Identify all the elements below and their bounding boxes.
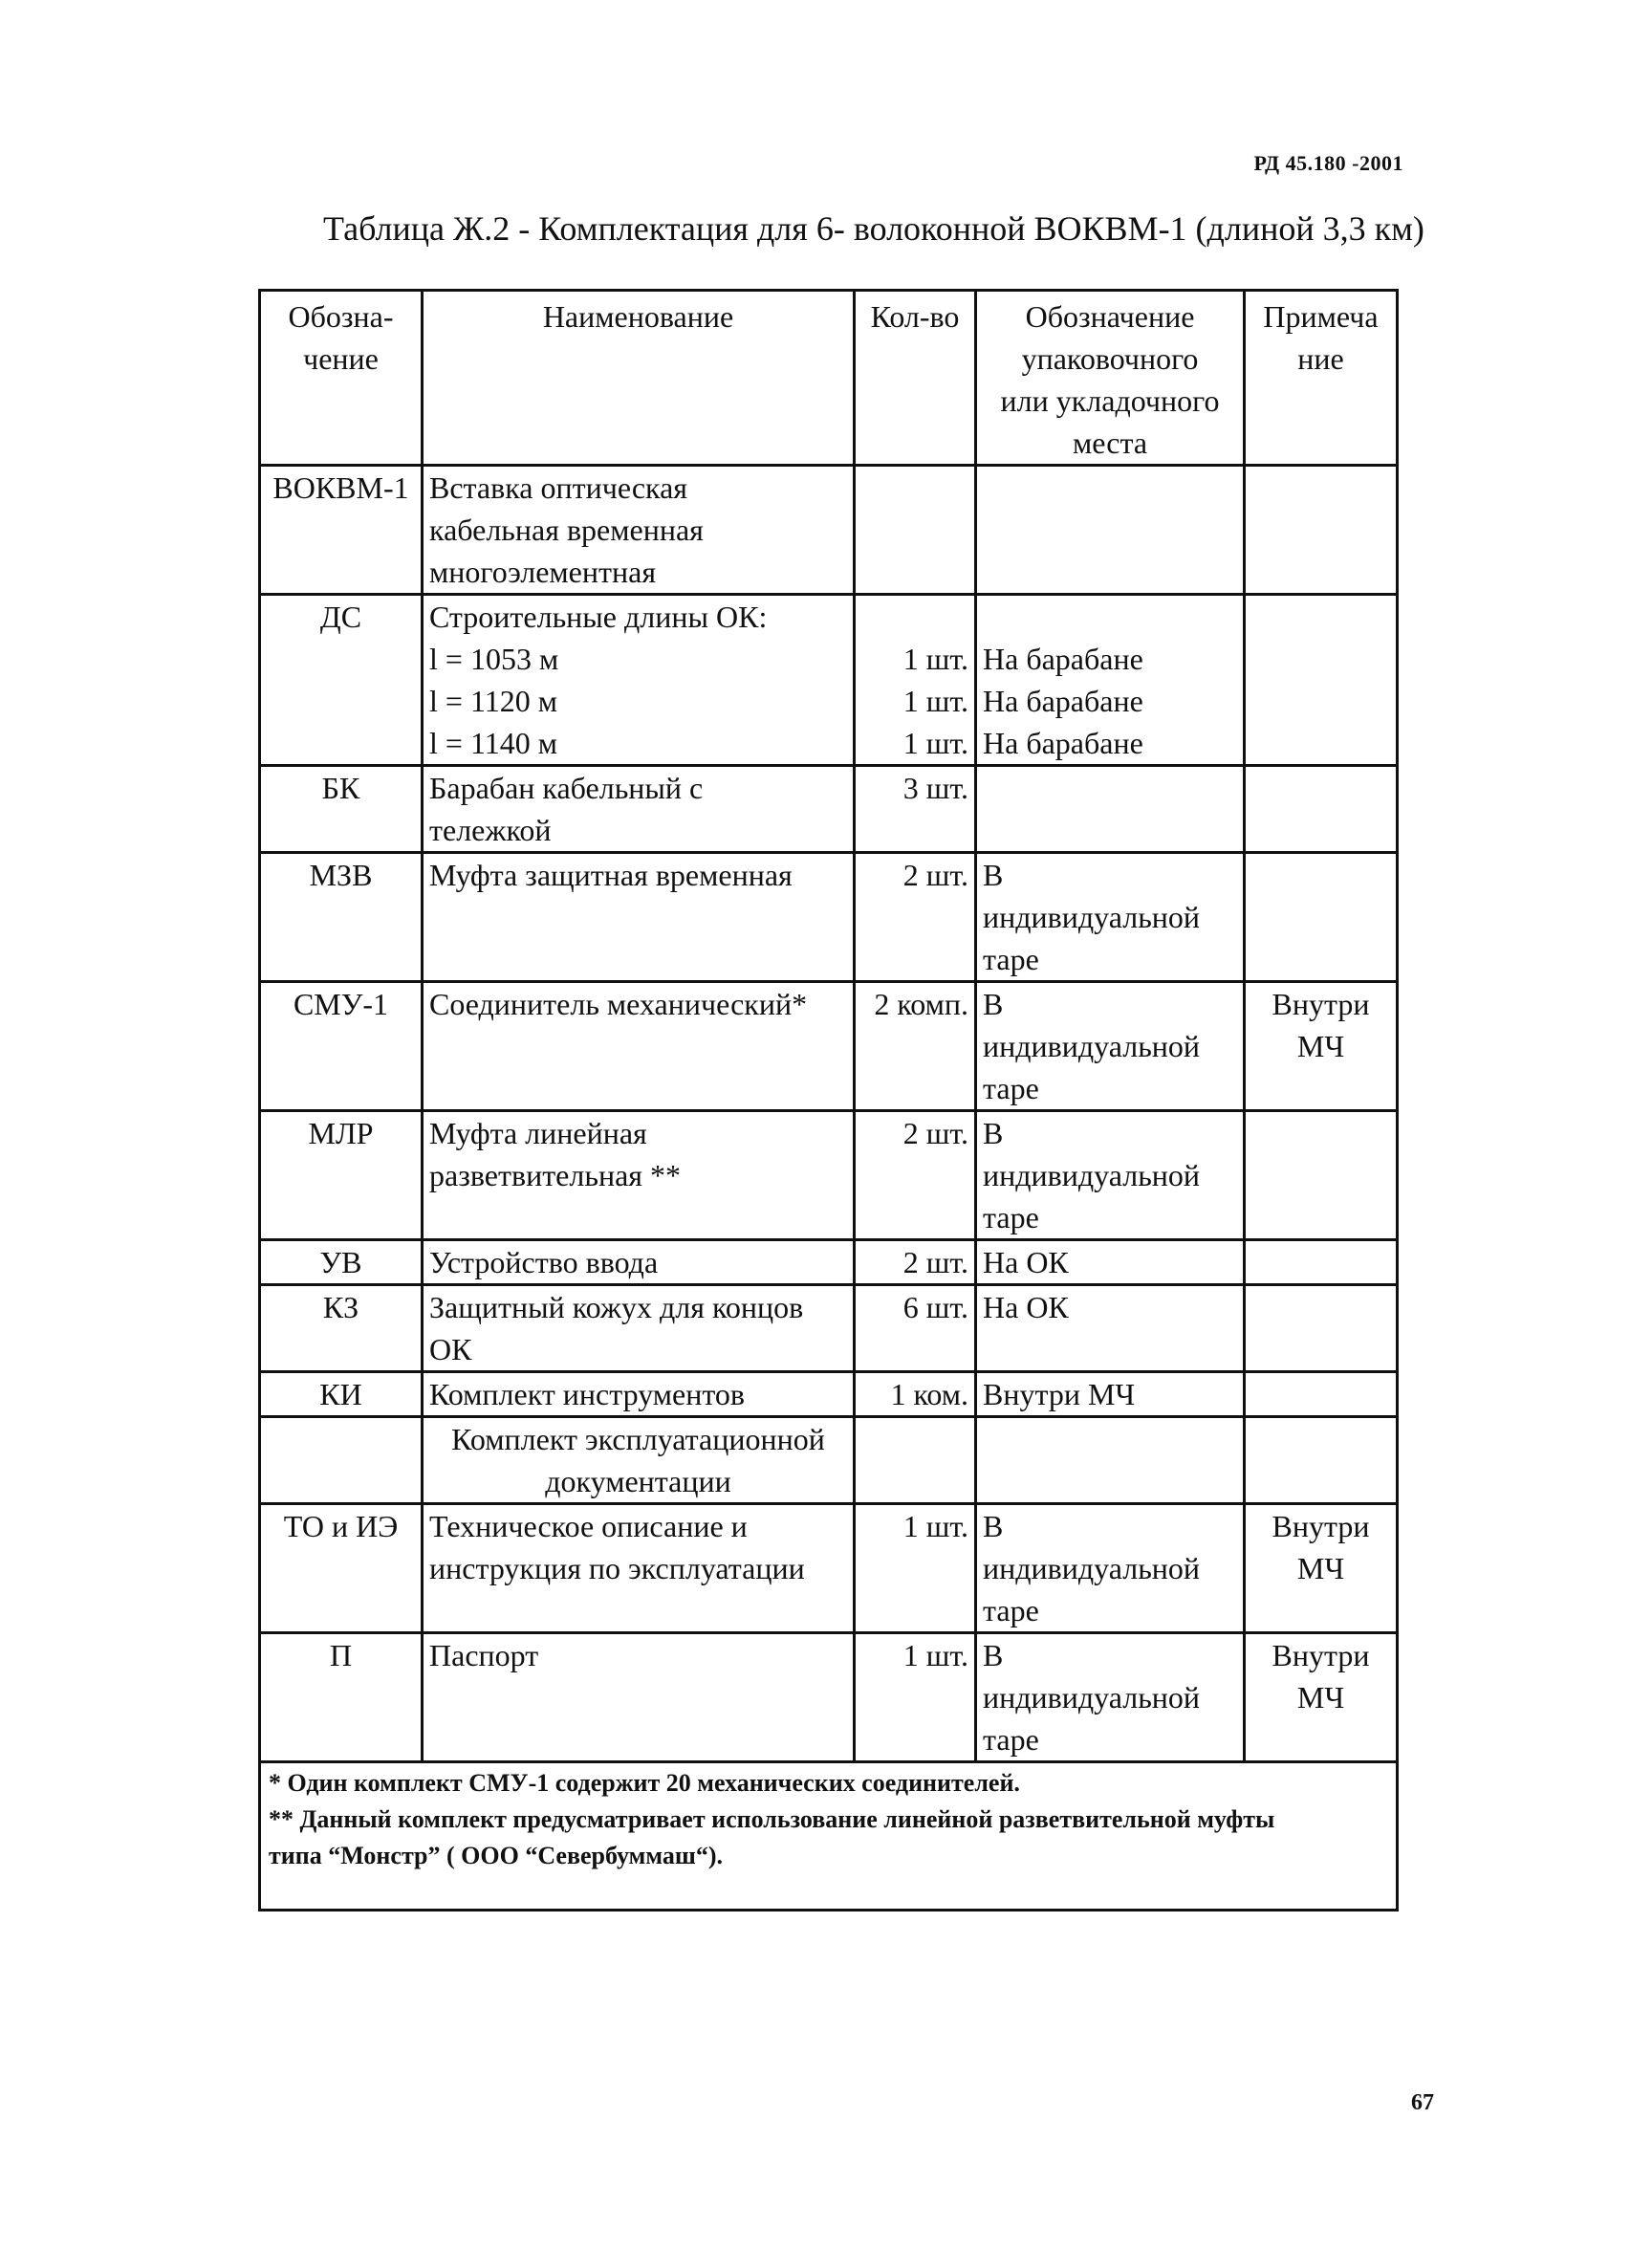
cell-place-line: В bbox=[983, 987, 1004, 1021]
cell-name bbox=[423, 982, 855, 1111]
cell-name-line: Техническое описание и bbox=[429, 1509, 748, 1543]
cell-qty-line: 1 ком. bbox=[890, 1377, 968, 1411]
cell-name bbox=[423, 853, 855, 982]
cell-qty bbox=[855, 1240, 976, 1285]
cell-place-line: В bbox=[983, 1116, 1004, 1150]
cell-place-line: индивидуальной bbox=[983, 1029, 1201, 1063]
cell-place-line: таре bbox=[983, 1593, 1039, 1627]
cell-name-line: разветвительная ** bbox=[429, 1158, 681, 1192]
cell-name-line: Соединитель механический* bbox=[429, 987, 808, 1021]
cell-name-line: Паспорт bbox=[429, 1638, 539, 1672]
column-header-code: Обозна- чение bbox=[260, 291, 423, 466]
table-row bbox=[260, 766, 1398, 853]
cell-code: МЛР bbox=[260, 1111, 423, 1240]
cell-place-line: таре bbox=[983, 1071, 1039, 1105]
cell-qty-line: 3 шт. bbox=[902, 771, 968, 805]
cell-name-line: Комплект эксплуатационной bbox=[451, 1422, 825, 1456]
cell-qty bbox=[855, 1111, 976, 1240]
cell-qty bbox=[855, 595, 976, 766]
equipment-table-wrapper bbox=[258, 289, 1396, 1911]
cell-qty bbox=[855, 1285, 976, 1372]
footnote-row bbox=[260, 1762, 1398, 1911]
cell-note bbox=[1245, 982, 1398, 1111]
cell-qty bbox=[855, 982, 976, 1111]
table-row bbox=[260, 466, 1398, 595]
cell-qty-line: 2 шт. bbox=[902, 1116, 968, 1150]
cell-name bbox=[423, 466, 855, 595]
cell-code: ВОКВМ-1 bbox=[260, 466, 423, 595]
cell-qty bbox=[855, 1417, 976, 1504]
cell-place-line: Внутри МЧ bbox=[983, 1377, 1136, 1411]
cell-name-line: инструкция по эксплуатации bbox=[429, 1551, 805, 1585]
cell-qty-line: 2 шт. bbox=[902, 858, 968, 892]
cell-place-line: В bbox=[983, 1509, 1004, 1543]
cell-note bbox=[1245, 853, 1398, 982]
cell-note bbox=[1245, 595, 1398, 766]
cell-place-line: На барабане bbox=[983, 684, 1143, 718]
cell-qty bbox=[855, 1504, 976, 1633]
cell-name-line: кабельная временная bbox=[429, 513, 704, 547]
cell-qty-line: 2 комп. bbox=[874, 987, 968, 1021]
table-header bbox=[260, 291, 1398, 466]
cell-place bbox=[976, 1240, 1245, 1285]
cell-name-line: Муфта защитная временная bbox=[429, 858, 793, 892]
cell-name bbox=[423, 1240, 855, 1285]
cell-code: БК bbox=[260, 766, 423, 853]
cell-note bbox=[1245, 766, 1398, 853]
cell-note-line: Внутри bbox=[1272, 1638, 1370, 1672]
table-row bbox=[260, 1285, 1398, 1372]
cell-note bbox=[1245, 1372, 1398, 1417]
cell-place-line: На барабане bbox=[983, 642, 1143, 676]
cell-place bbox=[976, 982, 1245, 1111]
column-header-name: Наименование bbox=[423, 291, 855, 466]
table-title: Таблица Ж.2 - Комплектация для 6- волоконной ВОКВМ-1 (длиной 3,3 км) bbox=[323, 209, 1424, 248]
cell-place bbox=[976, 466, 1245, 595]
table-row bbox=[260, 1417, 1398, 1504]
cell-name-line: l = 1053 м bbox=[429, 642, 559, 676]
table-row bbox=[260, 853, 1398, 982]
cell-place-line: индивидуальной bbox=[983, 900, 1201, 934]
header-row bbox=[260, 291, 1398, 466]
cell-note bbox=[1245, 1111, 1398, 1240]
cell-name-line: Вставка оптическая bbox=[429, 470, 688, 505]
equipment-table bbox=[258, 289, 1399, 1911]
cell-place bbox=[976, 853, 1245, 982]
cell-name bbox=[423, 1504, 855, 1633]
cell-note-line: Внутри bbox=[1272, 987, 1370, 1021]
cell-name-line: Устройство ввода bbox=[429, 1245, 659, 1279]
cell-name bbox=[423, 1111, 855, 1240]
table-row bbox=[260, 982, 1398, 1111]
cell-name-line: Защитный кожух для концов bbox=[429, 1290, 804, 1324]
cell-place bbox=[976, 1504, 1245, 1633]
cell-place-line bbox=[983, 596, 1237, 638]
cell-qty-line: 1 шт. bbox=[902, 1509, 968, 1543]
cell-place-line: На ОК bbox=[983, 1290, 1069, 1324]
cell-qty bbox=[855, 1633, 976, 1762]
cell-code: ДС bbox=[260, 595, 423, 766]
column-header-qty: Кол-во bbox=[855, 291, 976, 466]
cell-name bbox=[423, 1372, 855, 1417]
cell-place bbox=[976, 1285, 1245, 1372]
table-row bbox=[260, 1240, 1398, 1285]
table-row bbox=[260, 595, 1398, 766]
footnote-line: * Один комплект СМУ-1 содержит 20 механических соединителей. bbox=[269, 1769, 1020, 1797]
cell-code: СМУ-1 bbox=[260, 982, 423, 1111]
cell-place-line: В bbox=[983, 1638, 1004, 1672]
cell-place-line: В bbox=[983, 858, 1004, 892]
cell-qty-line: 2 шт. bbox=[902, 1245, 968, 1279]
cell-place bbox=[976, 1111, 1245, 1240]
cell-qty-line bbox=[861, 596, 968, 638]
cell-name-line: многоэлементная bbox=[429, 555, 657, 589]
cell-place bbox=[976, 1372, 1245, 1417]
cell-note bbox=[1245, 1285, 1398, 1372]
footnotes bbox=[260, 1762, 1398, 1911]
cell-qty-line: 1 шт. bbox=[902, 1638, 968, 1672]
page-number: 67 bbox=[1411, 2090, 1434, 2115]
cell-note-line: МЧ bbox=[1296, 1551, 1345, 1585]
cell-note-line: МЧ bbox=[1296, 1029, 1345, 1063]
cell-place-line: На барабане bbox=[983, 726, 1143, 760]
footnote-line: ** Данный комплект предусматривает использование линейной разветвительной муфты bbox=[269, 1805, 1275, 1833]
cell-place bbox=[976, 766, 1245, 853]
cell-code: П bbox=[260, 1633, 423, 1762]
cell-name-line: тележкой bbox=[429, 813, 552, 847]
cell-code bbox=[260, 1417, 423, 1504]
cell-place bbox=[976, 595, 1245, 766]
cell-code: УВ bbox=[260, 1240, 423, 1285]
cell-code: ТО и ИЭ bbox=[260, 1504, 423, 1633]
cell-name bbox=[423, 595, 855, 766]
cell-note bbox=[1245, 466, 1398, 595]
table-row bbox=[260, 1111, 1398, 1240]
cell-name bbox=[423, 1285, 855, 1372]
table-body bbox=[260, 466, 1398, 1911]
cell-place-line: индивидуальной bbox=[983, 1680, 1201, 1715]
cell-name-line: Барабан кабельный с bbox=[429, 771, 704, 805]
cell-name-line: l = 1120 м bbox=[429, 684, 557, 718]
cell-place bbox=[976, 1633, 1245, 1762]
cell-place-line: таре bbox=[983, 942, 1039, 976]
cell-qty-line: 6 шт. bbox=[902, 1290, 968, 1324]
table-row bbox=[260, 1633, 1398, 1762]
table-row bbox=[260, 1504, 1398, 1633]
cell-name-line: ОК bbox=[429, 1332, 472, 1366]
cell-name-line: Муфта линейная bbox=[429, 1116, 647, 1150]
cell-note-line: Внутри bbox=[1272, 1509, 1370, 1543]
cell-note-line: МЧ bbox=[1296, 1680, 1345, 1715]
cell-qty bbox=[855, 1372, 976, 1417]
cell-name bbox=[423, 1633, 855, 1762]
cell-name bbox=[423, 766, 855, 853]
cell-place-line: таре bbox=[983, 1200, 1039, 1234]
cell-note bbox=[1245, 1504, 1398, 1633]
cell-name-line: Комплект инструментов bbox=[429, 1377, 746, 1411]
cell-code: КИ bbox=[260, 1372, 423, 1417]
cell-name-line: l = 1140 м bbox=[429, 726, 557, 760]
document-code: РД 45.180 -2001 bbox=[1253, 151, 1403, 175]
cell-place-line: индивидуальной bbox=[983, 1158, 1201, 1192]
cell-qty-line: 1 шт. bbox=[902, 726, 968, 760]
column-header-note: Примеча ние bbox=[1245, 291, 1398, 466]
cell-qty bbox=[855, 853, 976, 982]
cell-place-line: индивидуальной bbox=[983, 1551, 1201, 1585]
footnote-line: типа “Монстр” ( ООО “Севербуммаш“). bbox=[269, 1842, 724, 1869]
cell-code: МЗВ bbox=[260, 853, 423, 982]
cell-note bbox=[1245, 1240, 1398, 1285]
cell-qty-line: 1 шт. bbox=[902, 684, 968, 718]
cell-name-line: Строительные длины ОК: bbox=[429, 600, 768, 634]
cell-place-line: На ОК bbox=[983, 1245, 1069, 1279]
cell-code: КЗ bbox=[260, 1285, 423, 1372]
table-row bbox=[260, 1372, 1398, 1417]
cell-qty bbox=[855, 466, 976, 595]
cell-name-line: документации bbox=[545, 1464, 731, 1498]
cell-place-line: таре bbox=[983, 1722, 1039, 1757]
cell-place bbox=[976, 1417, 1245, 1504]
cell-qty bbox=[855, 766, 976, 853]
column-header-place: Обозначение упаковочного или укладочного места bbox=[976, 291, 1245, 466]
cell-qty-line: 1 шт. bbox=[902, 642, 968, 676]
cell-name bbox=[423, 1417, 855, 1504]
cell-note bbox=[1245, 1417, 1398, 1504]
cell-note bbox=[1245, 1633, 1398, 1762]
